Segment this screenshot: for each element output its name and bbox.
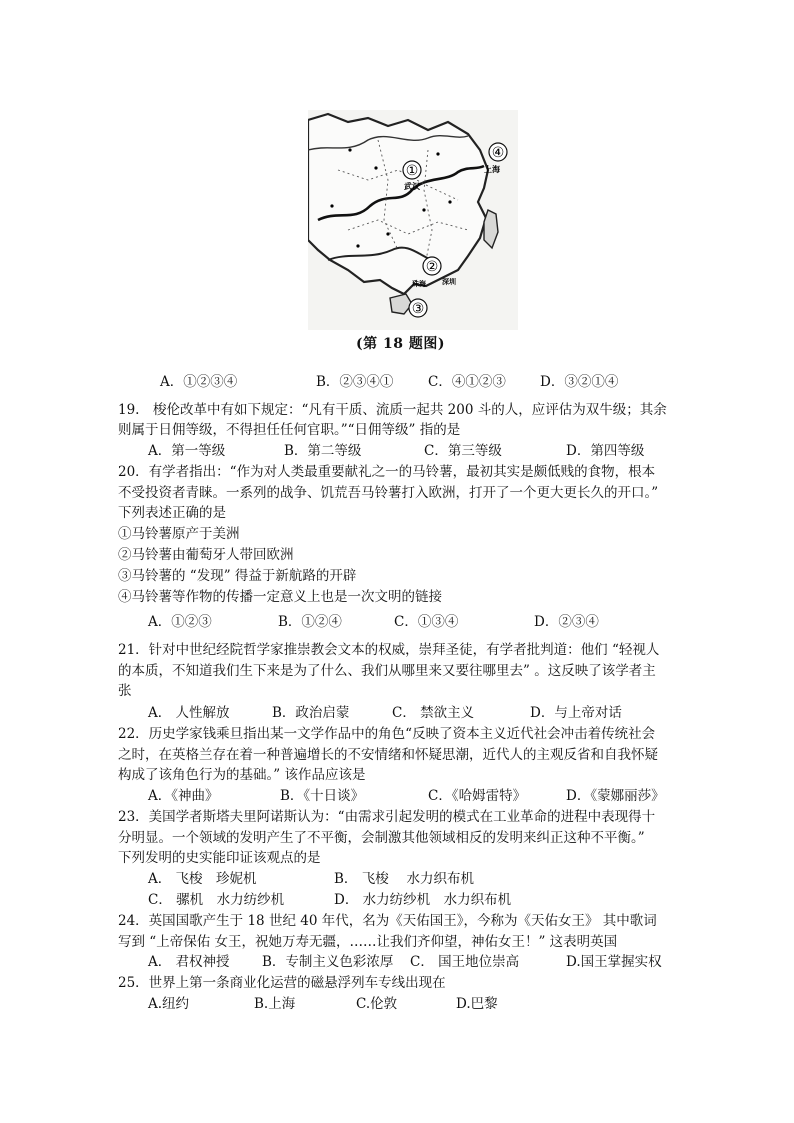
q20-option-c: C．①③④ bbox=[394, 614, 459, 630]
q19-option-a: A．第一等级 bbox=[148, 443, 226, 459]
q21-stem-line-2: 的本质，不知道我们生下来是为了什么、我们从哪里来又要往哪里去” 。这反映了该学者主 bbox=[118, 663, 656, 679]
q24-stem-line-2: 写到 “上帝保佑 女王，祝她万寿无疆，……让我们齐仰望，神佑女王！” 这表明英国 bbox=[118, 934, 618, 950]
q22-option-c: C．《哈姆雷特》 bbox=[428, 788, 527, 804]
q21-option-d: D．与上帝对话 bbox=[530, 705, 622, 721]
svg-text:④: ④ bbox=[491, 145, 505, 161]
q23-stem-line-3: 下列发明的史实能印证该观点的是 bbox=[118, 850, 321, 866]
q24-option-a: A． 君权神授 bbox=[148, 954, 230, 970]
q19-stem-line-1: 19. 梭伦改革中有如下规定：“凡有干质、流质一起共 200 斗的人，应评估为双牛级；其余 bbox=[118, 402, 667, 418]
q25-stem-line-1: 25．世界上第一条商业化运营的磁悬浮列车专线出现在 bbox=[118, 975, 446, 991]
q20-statement-1: ①马铃薯原产于美洲 bbox=[118, 526, 240, 542]
q25-option-d: D.巴黎 bbox=[456, 996, 498, 1012]
q22-stem-line-3: 构成了该角色行为的基础。” 该作品应该是 bbox=[118, 767, 366, 783]
marker-1 bbox=[403, 161, 421, 191]
china-map-figure bbox=[308, 110, 518, 330]
q23-stem-line-1: 23．美国学者斯塔夫里阿诺斯认为：“由需求引起发明的模式在工业革命的进程中表现得十 bbox=[118, 809, 656, 825]
q25-option-b: B.上海 bbox=[254, 996, 296, 1012]
q24-option-d: D.国王掌握实权 bbox=[566, 954, 662, 970]
q18-option-d: D．③②①④ bbox=[540, 374, 619, 390]
q23-option-c: C． 骡机 水力纺纱机 bbox=[148, 892, 285, 908]
q23-option-a: A． 飞梭 珍妮机 bbox=[148, 871, 257, 887]
q22-option-d: D．《蒙娜丽莎》 bbox=[566, 788, 665, 804]
q19-stem-line-2: 则属于日佣等级，不得担任任何官职。”“日佣等级” 指的是 bbox=[118, 422, 461, 438]
q20-stem-line-3: 下列表述正确的是 bbox=[118, 505, 226, 521]
q20-stem-line-2: 不受投资者青睐。一系列的战争、饥荒吾马铃薯打入欧洲，打开了一个更大更长久的开口。” bbox=[118, 485, 659, 501]
q22-option-b: B．《十日谈》 bbox=[280, 788, 365, 804]
city-label-zhuhai: 珠海 bbox=[412, 280, 426, 288]
q21-option-c: C． 禁欲主义 bbox=[392, 705, 475, 721]
q21-stem-line-1: 21．针对中世纪经院哲学家推崇教会文本的权威，崇拜圣徒，有学者批判道：他们 “轻视人 bbox=[118, 642, 660, 658]
question-18-map bbox=[308, 110, 518, 358]
q20-statement-2: ②马铃薯由葡萄牙人带回欧洲 bbox=[118, 547, 294, 563]
q21-option-b: B．政治启蒙 bbox=[272, 705, 350, 721]
q22-stem-line-1: 22．历史学家钱乘旦指出某一文学作品中的角色“反映了资本主义近代社会冲击着传统社会 bbox=[118, 726, 656, 742]
q19-option-b: B．第二等级 bbox=[284, 443, 362, 459]
q24-option-c: C． 国王地位崇高 bbox=[410, 954, 520, 970]
q20-stem-line-1: 20．有学者指出：“作为对人类最重要献礼之一的马铃薯，最初其实是颇低贱的食物，根本 bbox=[118, 464, 656, 480]
q23-stem-line-2: 分明显。一个领域的发明产生了不平衡，会制激其他领域相反的发明来纠正这种不平衡。” bbox=[118, 830, 645, 846]
city-label-wuhan: 武汉 bbox=[404, 182, 420, 191]
q20-option-b: B．①②④ bbox=[278, 614, 342, 630]
q23-option-d: D． 水力纺纱机 水力织布机 bbox=[334, 892, 512, 908]
q24-stem-line-1: 24．英国国歌产生于 18 世纪 40 年代，名为《天佑国王》，今称为《天佑女王》 其中歌词 bbox=[118, 913, 657, 929]
q20-option-d: D．②③④ bbox=[534, 614, 599, 630]
q19-option-c: C．第三等级 bbox=[424, 443, 502, 459]
q25-option-a: A.纽约 bbox=[148, 996, 190, 1012]
svg-text:①: ① bbox=[405, 163, 419, 179]
q18-option-a: A．①②③④ bbox=[160, 374, 238, 390]
q21-option-a: A． 人性解放 bbox=[148, 705, 230, 721]
q24-option-b: B．专制主义色彩浓厚 bbox=[262, 954, 394, 970]
figure-caption: (第 18 题图) bbox=[356, 336, 445, 352]
q22-stem-line-2: 之时，在英格兰存在着一种普遍增长的不安情绪和怀疑思潮，近代人的主观反省和自我怀疑 bbox=[118, 747, 658, 763]
q20-statement-3: ③马铃薯的 “发现” 得益于新航路的开辟 bbox=[118, 568, 357, 584]
marker-3 bbox=[409, 299, 427, 317]
q20-statement-4: ④马铃薯等作物的传播一定意义上也是一次文明的链接 bbox=[118, 589, 442, 605]
q22-option-a: A．《神曲》 bbox=[148, 788, 219, 804]
svg-text:②: ② bbox=[425, 259, 439, 275]
q18-option-b: B．②③④① bbox=[316, 374, 394, 390]
svg-text:③: ③ bbox=[411, 301, 425, 317]
q21-stem-line-3: 张 bbox=[118, 683, 132, 699]
q23-option-b: B． 飞梭 水力织布机 bbox=[334, 871, 475, 887]
q25-option-c: C.伦敦 bbox=[356, 996, 398, 1012]
city-label-shanghai: 上海 bbox=[484, 165, 500, 174]
city-label-shenzhen: 深圳 bbox=[442, 278, 456, 286]
q20-option-a: A．①②③ bbox=[148, 614, 212, 630]
q18-option-c: C．④①②③ bbox=[428, 374, 506, 390]
q19-option-d: D．第四等级 bbox=[566, 443, 645, 459]
